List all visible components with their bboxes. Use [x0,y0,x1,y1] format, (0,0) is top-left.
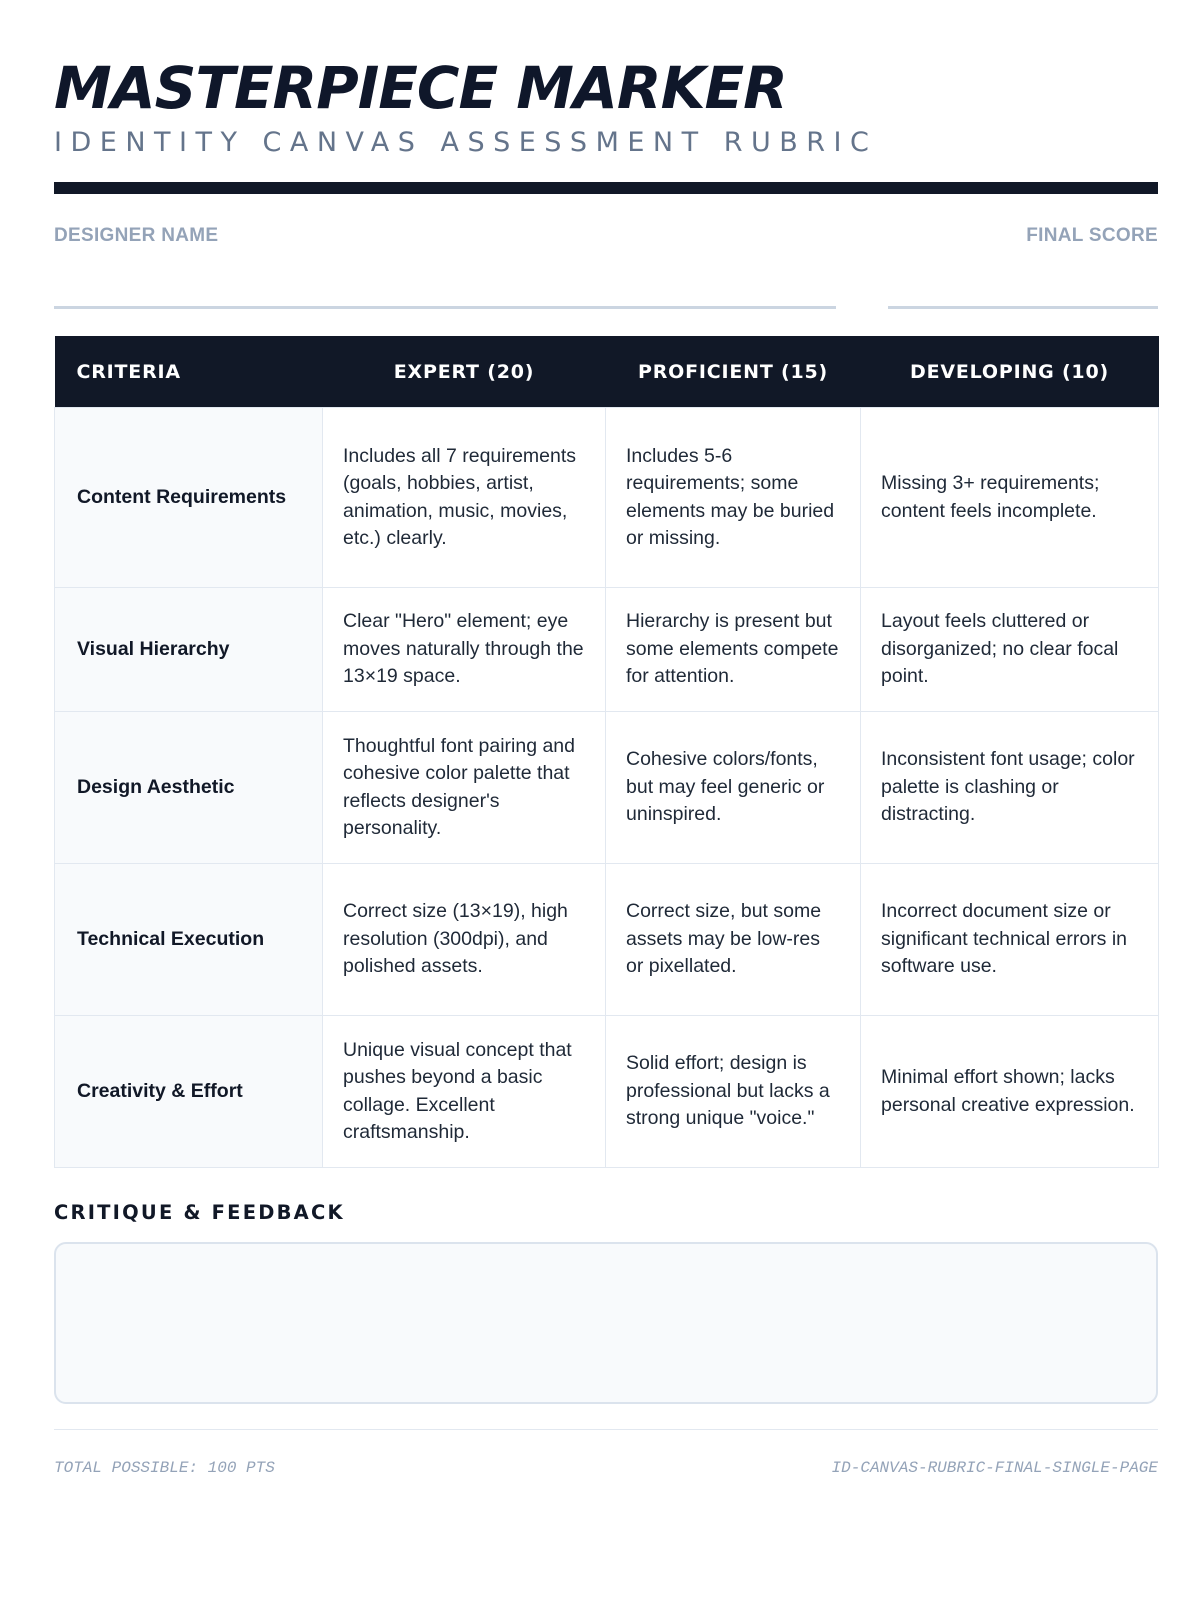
footer-document-id: ID-CANVAS-RUBRIC-FINAL-SINGLE-PAGE [831,1459,1158,1477]
proficient-cell: Hierarchy is present but some elements compete for attention. [606,588,861,712]
expert-cell: Unique visual concept that pushes beyond a basic collage. Excellent craftsmanship. [323,1016,606,1168]
designer-name-label: DESIGNER NAME [54,225,219,246]
page-title: MASTERPIECE MARKER [54,54,787,122]
criteria-cell: Design Aesthetic [55,712,323,864]
expert-cell: Includes all 7 requirements (goals, hobbies, artist, animation, music, movies, etc.) clearly. [323,408,606,588]
criteria-cell: Content Requirements [55,408,323,588]
criteria-cell: Creativity & Effort [55,1016,323,1168]
proficient-cell: Includes 5-6 requirements; some elements may be buried or missing. [606,408,861,588]
final-score-field[interactable] [888,306,1158,309]
rubric-table [54,336,1159,1168]
proficient-cell: Cohesive colors/fonts, but may feel generic or uninspired. [606,712,861,864]
expert-cell: Thoughtful font pairing and cohesive color palette that reflects designer's personality. [323,712,606,864]
developing-cell: Inconsistent font usage; color palette is clashing or distracting. [861,712,1159,864]
final-score-label: FINAL SCORE [1026,225,1158,246]
header-expert: EXPERT (20) [323,336,606,408]
proficient-cell: Solid effort; design is professional but lacks a strong unique "voice." [606,1016,861,1168]
feedback-textarea[interactable] [54,1242,1158,1404]
developing-cell: Missing 3+ requirements; content feels incomplete. [861,408,1159,588]
rubric-row-content-requirements [55,408,1159,588]
header-developing: DEVELOPING (10) [861,336,1159,408]
developing-cell: Layout feels cluttered or disorganized; no clear focal point. [861,588,1159,712]
rubric-row-design-aesthetic [55,712,1159,864]
criteria-cell: Technical Execution [55,864,323,1016]
expert-cell: Correct size (13×19), high resolution (300dpi), and polished assets. [323,864,606,1016]
footer-divider [54,1429,1158,1430]
rubric-row-creativity-effort [55,1016,1159,1168]
rubric-row-technical-execution [55,864,1159,1016]
designer-name-field[interactable] [54,306,836,309]
header-divider [54,182,1158,194]
proficient-cell: Correct size, but some assets may be low-res or pixellated. [606,864,861,1016]
expert-cell: Clear "Hero" element; eye moves naturally through the 13×19 space. [323,588,606,712]
header-proficient: PROFICIENT (15) [606,336,861,408]
footer-total-points: TOTAL POSSIBLE: 100 PTS [54,1459,275,1477]
header-criteria: CRITERIA [55,336,323,408]
developing-cell: Incorrect document size or significant technical errors in software use. [861,864,1159,1016]
page-subtitle: IDENTITY CANVAS ASSESSMENT RUBRIC [54,127,878,158]
developing-cell: Minimal effort shown; lacks personal creative expression. [861,1016,1159,1168]
rubric-header-row [55,336,1159,408]
feedback-section-title: CRITIQUE & FEEDBACK [54,1201,345,1224]
rubric-row-visual-hierarchy [55,588,1159,712]
criteria-cell: Visual Hierarchy [55,588,323,712]
